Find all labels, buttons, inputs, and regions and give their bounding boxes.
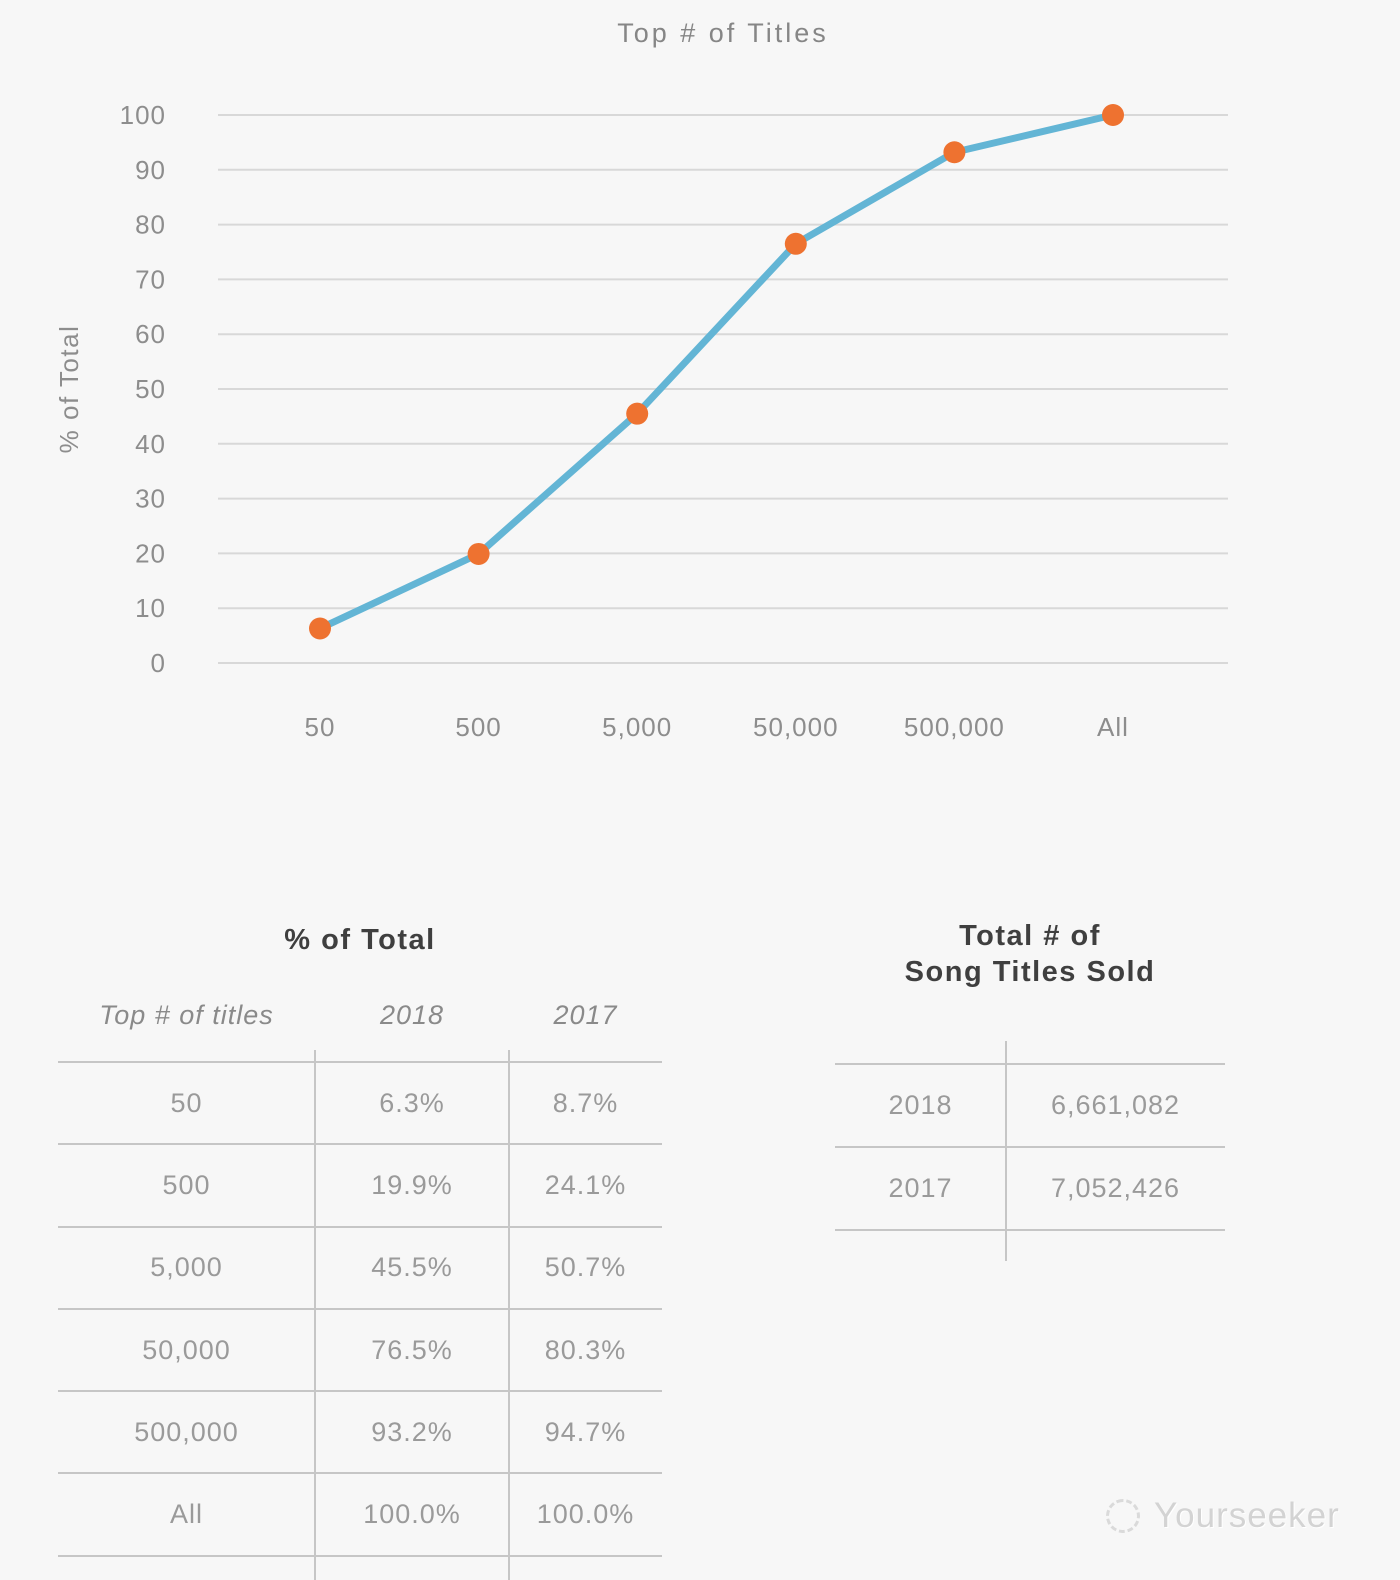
table-row [58,1145,662,1227]
watermark [1106,1496,1340,1536]
table-row [58,1228,662,1310]
table-cell: 50 [170,1087,203,1118]
table-divider [1005,1041,1007,1261]
data-point-marker [1102,104,1124,126]
y-axis-tick-label: 40 [135,428,166,459]
table-cell: 7,052,426 [1050,1173,1181,1203]
table-cell: 24.1% [544,1169,627,1200]
x-axis-tick-label: 500 [455,712,502,742]
table-row [58,1310,662,1392]
y-axis-tick-label: 90 [135,154,166,185]
x-axis-tick-label: 50 [304,712,336,742]
table-row [58,1474,662,1556]
column-header-2017: 2017 [553,1000,618,1030]
table-cell: 8.7% [552,1087,619,1118]
chart-title: Top # of Titles [617,18,829,48]
watermark-label: Yourseeker [1154,1496,1340,1535]
table-cell: 100.0% [536,1499,635,1530]
table-row [58,1392,662,1474]
table-cell: 50,000 [142,1334,231,1365]
yourseeker-logo-icon [1101,1494,1145,1538]
series-line-2018 [320,115,1113,628]
data-point-marker [468,543,490,565]
x-axis-tick-label: All [1097,712,1129,742]
y-axis-tick-label: 100 [119,100,166,130]
column-header-top-titles: Top # of titles [99,1000,274,1030]
table-cell: 100.0% [363,1499,461,1530]
percent-table [58,1061,662,1557]
table-cell: 50.7% [544,1252,627,1283]
y-axis-tick-label: 20 [135,538,166,569]
totals-table [835,1063,1225,1231]
table-cell: 6.3% [379,1087,445,1118]
y-axis-tick-label: 80 [135,209,166,240]
table-cell: 94.7% [544,1416,627,1447]
y-axis-tick-label: 50 [135,374,166,404]
table-divider [314,1050,316,1580]
data-point-marker [943,141,965,163]
table-row [58,1063,662,1145]
table-cell: 2018 [888,1090,953,1120]
percent-table-title: % of Total [284,924,436,956]
percent-table-header [58,1000,662,1031]
totals-table-title [835,918,1225,991]
y-axis-tick-label: 60 [135,319,166,350]
table-cell: 80.3% [544,1334,627,1365]
table-cell: 2017 [888,1173,953,1203]
y-axis-tick-label: 0 [150,648,166,678]
table-cell: 76.5% [371,1334,453,1365]
data-point-marker [626,403,648,425]
table-cell: 45.5% [371,1252,453,1283]
table-row [835,1148,1225,1231]
x-axis-tick-label: 50,000 [753,712,839,742]
table-cell: 19.9% [371,1169,453,1200]
y-axis-tick-label: 70 [135,264,166,295]
y-axis-tick-label: 10 [135,593,166,624]
data-point-marker [785,233,807,255]
table-cell: 93.2% [371,1416,453,1447]
table-cell: 5,000 [150,1252,223,1283]
table-cell: All [169,1499,203,1530]
y-axis-title: % of Total [54,324,84,454]
totals-table-title-line2: Song Titles Sold [904,956,1156,989]
y-axis-tick-label: 30 [135,483,166,514]
table-divider [508,1050,510,1580]
x-axis-tick-label: 500,000 [903,712,1005,742]
table-cell: 500 [162,1169,211,1200]
x-axis-tick-label: 5,000 [602,712,673,742]
totals-table-title-line1: Total # of [959,920,1101,952]
table-cell: 500,000 [134,1416,239,1447]
data-point-marker [309,617,331,639]
column-header-2018: 2018 [379,1000,445,1030]
table-row [835,1065,1225,1148]
table-cell: 6,661,082 [1050,1090,1181,1120]
